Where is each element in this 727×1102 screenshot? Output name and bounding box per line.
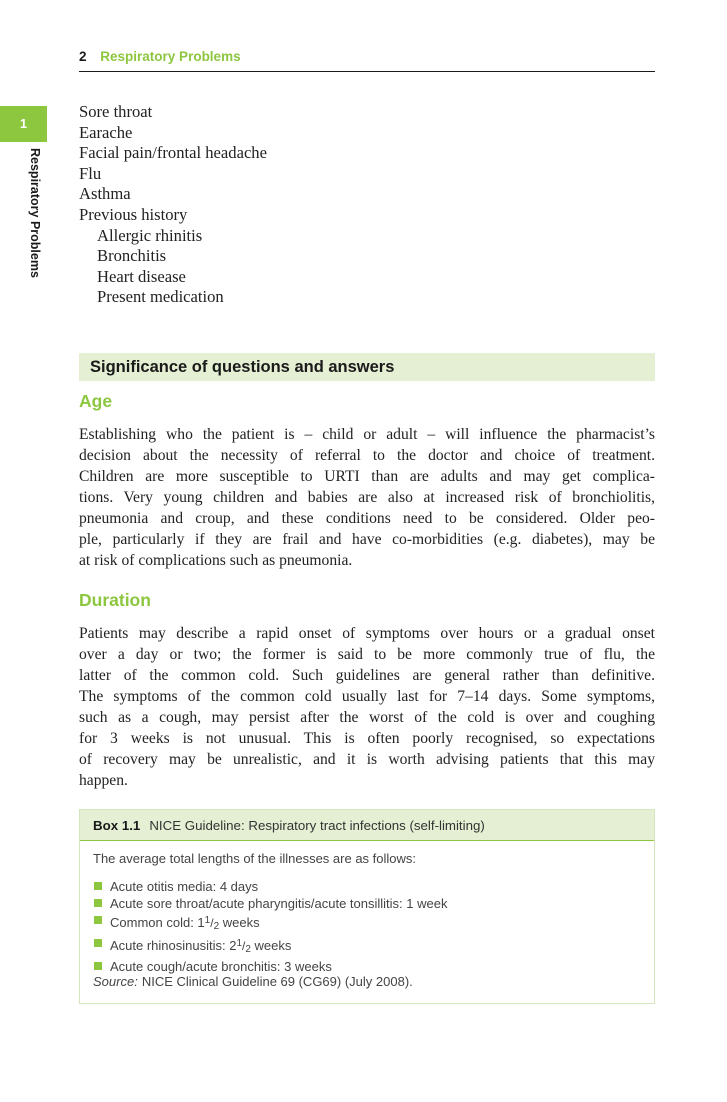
- question-item: Flu: [79, 163, 102, 183]
- box-1-1: [79, 809, 655, 1004]
- paragraph-line: at risk of complications such as pneumonia.: [79, 552, 353, 569]
- paragraph-line: of recovery may be unrealistic, and it is worth advising patients that this may: [79, 751, 655, 768]
- source-label: Source:: [93, 974, 138, 989]
- paragraph-line: Patients may describe a rapid onset of symptoms over hours or a gradual onset: [79, 625, 655, 642]
- paragraph-line: The symptoms of the common cold usually last for 7–14 days. Some symptoms,: [79, 688, 655, 705]
- source-text: NICE Clinical Guideline 69 (CG69) (July 2008).: [141, 974, 413, 989]
- duration-heading: Duration: [79, 590, 151, 610]
- paragraph-line: decision about the necessity of referral to the doctor and choice of treatment.: [79, 447, 655, 464]
- box-list-text: weeks: [250, 938, 292, 953]
- paragraph-line: latter of the common cold. Such guidelines are general rather than definitive.: [79, 667, 655, 684]
- question-item: Bronchitis: [97, 246, 167, 266]
- paragraph-line: such as a cough, may persist after the worst of the cold is over and coughing: [79, 709, 655, 726]
- question-item: Heart disease: [97, 266, 186, 286]
- box-source: [93, 974, 413, 989]
- chapter-tab: 1: [0, 106, 47, 142]
- box-label: Box 1.1: [93, 818, 141, 833]
- question-item: Previous history: [79, 204, 188, 224]
- box-list-text: Common cold: 1: [110, 915, 205, 930]
- age-paragraph: [79, 424, 655, 571]
- question-item: Allergic rhinitis: [97, 225, 203, 245]
- paragraph-line: pneumonia and croup, and these conditions need to be considered. Older peo-: [79, 510, 655, 527]
- fraction-numerator: 1: [236, 938, 243, 949]
- box-list-text: Acute cough/acute bronchitis: 3 weeks: [110, 959, 332, 974]
- fraction-denominator: 2: [245, 944, 251, 955]
- box-list-item: [93, 878, 447, 895]
- question-item: Facial pain/frontal headache: [79, 143, 267, 163]
- section-heading: Significance of questions and answers: [79, 353, 655, 381]
- box-list-text: Acute otitis media: 4 days: [110, 879, 259, 894]
- fraction-slash: /: [210, 916, 214, 930]
- fraction: [204, 915, 220, 932]
- square-bullet-icon: [94, 882, 102, 890]
- paragraph-line: Children are more susceptible to URTI than are adults and may get complica-: [79, 468, 655, 485]
- box-list-text: weeks: [219, 915, 260, 930]
- box-list-item: [93, 958, 447, 975]
- question-item: Asthma: [79, 184, 131, 204]
- paragraph-line: over a day or two; the former is said to be more commonly true of flu, the: [79, 646, 655, 663]
- box-list: [93, 878, 447, 975]
- square-bullet-icon: [94, 962, 102, 970]
- paragraph-line: happen.: [79, 772, 128, 789]
- paragraph-line: Establishing who the patient is – child or adult – will influence the pharmacist’s: [79, 426, 655, 443]
- fraction-numerator: 1: [204, 915, 211, 926]
- question-list: [79, 102, 267, 308]
- box-list-item: [93, 935, 447, 958]
- paragraph-line: tions. Very young children and babies are also at increased risk of bronchiolitis,: [79, 489, 655, 506]
- paragraph-line: ple, particularly if they are frail and have co-morbidities (e.g. diabetes), may be: [79, 531, 655, 548]
- running-header: [79, 47, 655, 72]
- box-intro: The average total lengths of the illnesses are as follows:: [93, 851, 417, 866]
- fraction-denominator: 2: [213, 921, 220, 932]
- box-list-text: Acute sore throat/acute pharyngitis/acute tonsillitis: 1 week: [110, 896, 448, 911]
- box-list-item: [93, 912, 447, 935]
- box-list-text: Acute rhinosinusitis: 2: [110, 938, 237, 953]
- square-bullet-icon: [94, 916, 102, 924]
- duration-paragraph: [79, 623, 655, 791]
- question-item: Earache: [79, 122, 133, 142]
- fraction-slash: /: [242, 939, 246, 953]
- box-title: NICE Guideline: Respiratory tract infections (self-limiting): [149, 818, 485, 833]
- page-number: 2: [79, 49, 87, 64]
- chapter-side-label: Respiratory Problems: [28, 148, 42, 278]
- question-item: Present medication: [97, 287, 224, 307]
- age-heading: Age: [79, 391, 113, 411]
- square-bullet-icon: [94, 939, 102, 947]
- paragraph-line: for 3 weeks is not unusual. This is often poorly recognised, so expectations: [79, 730, 655, 747]
- question-item: Sore throat: [79, 102, 153, 121]
- fraction: [236, 938, 251, 955]
- box-list-item: [93, 895, 447, 912]
- box-header: [80, 810, 654, 841]
- running-header-title: Respiratory Problems: [100, 49, 241, 64]
- square-bullet-icon: [94, 899, 102, 907]
